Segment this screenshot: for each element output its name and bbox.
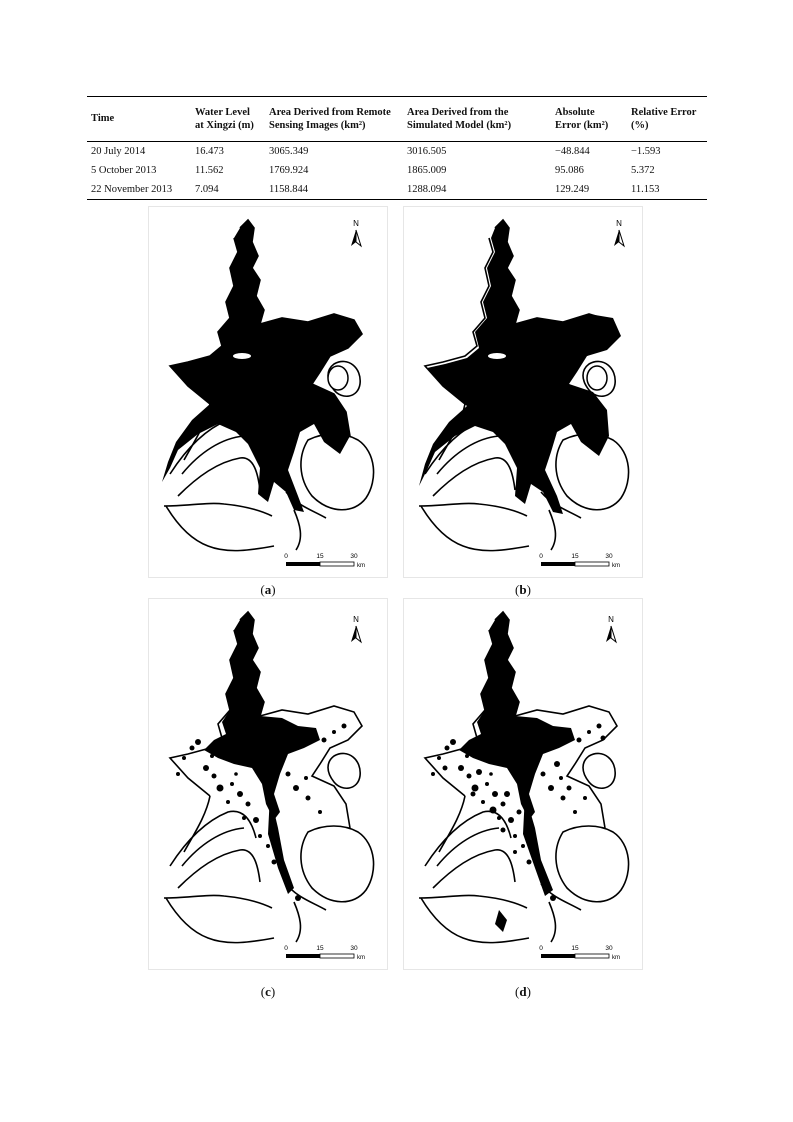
cell-area-simulated: 1288.094 [407,184,447,195]
scale-unit: km [357,563,365,569]
cell-relative-error: −1.593 [631,146,661,157]
table-header-row [87,97,707,142]
scale-unit: km [612,955,620,961]
caption-a: (a) [260,582,276,597]
scale-tick-30: 30 [350,945,358,952]
map-panel-c [148,598,388,970]
map-panel-b [403,206,643,578]
cell-time: 20 July 2014 [91,146,146,157]
table-row [87,161,707,180]
scale-tick-0: 0 [284,945,288,952]
north-label: N [353,219,359,228]
cell-absolute-error: −48.844 [555,146,590,157]
caption-d: (d) [515,984,531,999]
caption-b: (b) [515,582,531,597]
map-panel-a [148,206,388,578]
cell-relative-error: 11.153 [631,184,660,195]
header-area-simulated: Area Derived from the Simulated Model (km²) [407,106,512,131]
cell-absolute-error: 129.249 [555,184,590,195]
panel-frame [403,206,643,578]
scale-tick-0: 0 [539,945,543,952]
panel-frame [148,598,388,970]
caption-c: (c) [260,984,276,999]
caption-letter-b: b [519,582,527,597]
scale-tick-30: 30 [605,553,613,560]
header-water-level: Water Level at Xingzi (m) [195,106,254,131]
scale-tick-15: 15 [571,553,579,560]
scale-tick-0: 0 [539,553,543,560]
cell-area-remote: 1769.924 [269,165,309,176]
map-panel-d [403,598,643,970]
cell-time: 5 October 2013 [91,165,157,176]
scale-tick-15: 15 [316,553,324,560]
scale-tick-30: 30 [605,945,613,952]
cell-area-remote: 1158.844 [269,184,308,195]
table-row [87,142,707,162]
caption-letter-c: c [265,984,271,999]
scale-tick-15: 15 [316,945,324,952]
header-absolute-error: Absolute Error (km²) [555,106,609,131]
cell-area-simulated: 1865.009 [407,165,447,176]
table-row [87,180,707,200]
cell-relative-error: 5.372 [631,165,655,176]
panel-frame [148,206,388,578]
north-label: N [616,219,622,228]
cell-area-remote: 3065.349 [269,146,309,157]
header-time: Time [91,113,115,124]
cell-water-level: 7.094 [195,184,219,195]
north-label: N [353,615,359,624]
cell-water-level: 16.473 [195,146,224,157]
scale-unit: km [357,955,365,961]
scale-tick-15: 15 [571,945,579,952]
scale-tick-30: 30 [350,553,358,560]
results-table [87,96,707,200]
caption-letter-d: d [519,984,527,999]
cell-absolute-error: 95.086 [555,165,584,176]
header-area-remote-sensing: Area Derived from Remote Sensing Images (km²) [269,106,391,131]
scale-tick-0: 0 [284,553,288,560]
north-label: N [608,615,614,624]
panel-frame [403,598,643,970]
cell-time: 22 November 2013 [91,184,173,195]
cell-water-level: 11.562 [195,165,224,176]
scale-unit: km [612,563,620,569]
header-relative-error: Relative Error (%) [631,106,697,131]
cell-area-simulated: 3016.505 [407,146,447,157]
caption-letter-a: a [264,582,272,597]
